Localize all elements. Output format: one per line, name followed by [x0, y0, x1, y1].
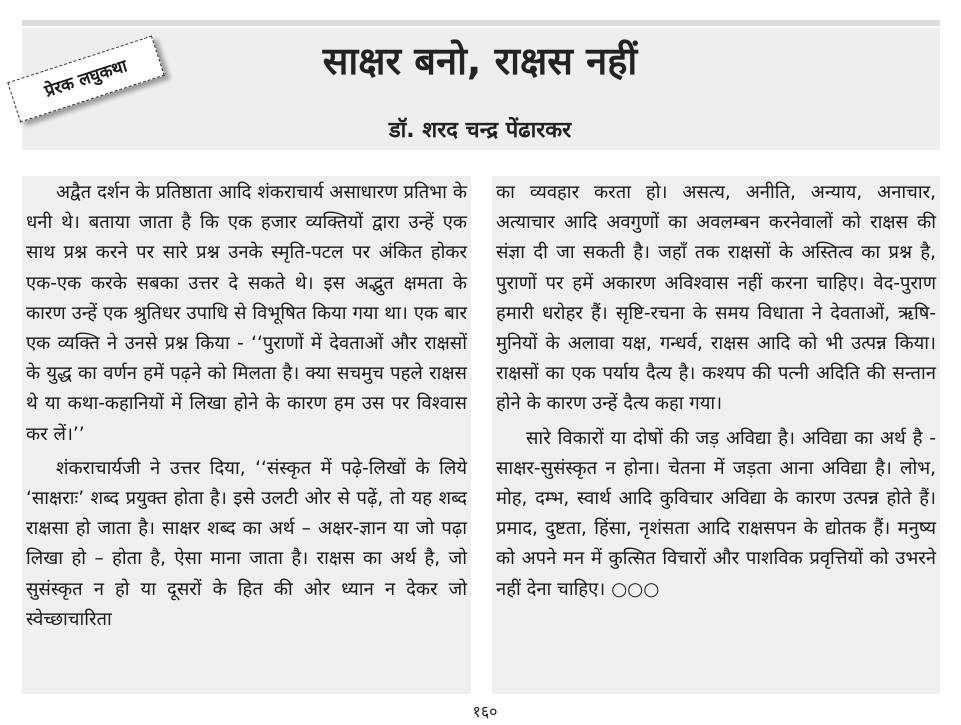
page-number: १६० — [472, 702, 498, 721]
paragraph: शंकराचार्यजी ने उत्तर दिया, ‘‘संस्कृत में पढ़े-लिखों के लिये ‘साक्षराः’ शब्द प्रयुक्त होता है। इसे उलटी ओर से पढ़ें, तो यह शब्द राक्षसा हो जाता है। साक्षर शब्द का अर्थ – अक्षर-ज्ञान या जो पढ़ा लिखा हो – होता है, ऐसा माना जाता है। राक्षस का अर्थ है, जो सुसंस्कृत न हो या दूसरों के हित की ओर ध्यान न देकर जो स्वेच्छाचारिता — [26, 457, 467, 630]
right-column — [492, 176, 940, 694]
left-column — [22, 176, 471, 694]
author-name: डॉ. शरद चन्द्र पेंढारकर — [388, 118, 572, 143]
article-title: साक्षर बनो, राक्षस नहीं — [322, 39, 638, 83]
paragraph: सारे विकारों या दोषों की जड़ अविद्या है। अविद्या का अर्थ है - साक्षर-सुसंस्कृत न होना। चेतना में जड़ता आना अविद्या है। लोभ, मोह, दम्भ, स्वार्थ आदि कुविचार अविद्या के कारण उत्पन्न होते हैं। प्रमाद, दुष्टता, हिंसा, नृशंसता आदि राक्षसपन के द्योतक हैं। मनुष्य को अपने मन में कुत्सित विचारों और पाशविक प्रवृत्तियों को उभरने नहीं देना चाहिए। ○○○ — [496, 427, 936, 600]
top-rule — [22, 20, 940, 26]
paragraph: अद्वैत दर्शन के प्रतिष्ठाता आदि शंकराचार्य असाधारण प्रतिभा के धनी थे। बताया जाता है कि एक हजार व्यक्तियों द्वारा उन्हें एक साथ प्रश्न करने पर सारे प्रश्न उनके स्मृति-पटल पर अंकित होकर एक-एक करके सबका उत्तर दे सकते थे। इस अद्भुत क्षमता के कारण उन्हें एक श्रुतिधर उपाधि से विभूषित किया गया था। एक बार एक व्यक्ति ने उनसे प्रश्न किया - ‘‘पुराणों में देवताओं और राक्षसों के युद्ध का वर्णन हमें पढ़ने को मिलता है। क्या सचमुच पहले राक्षस थे या कथा-कहानियों में लिखा होने के कारण हम उस पर विश्वास कर लें।’’ — [26, 182, 467, 445]
category-tag: प्रेरक लघुकथा — [7, 36, 165, 123]
paragraph: का व्यवहार करता हो। असत्य, अनीति, अन्याय, अनाचार, अत्याचार आदि अवगुणों का अवलम्बन करनेवालों को राक्षस की संज्ञा दी जा सकती है। जहाँ तक राक्षसों के अस्तित्व का प्रश्न है, पुराणों पर हमें अकारण अविश्वास नहीं करना चाहिए। वेद-पुराण हमारी धरोहर हैं। सृष्टि-रचना के समय विधाता ने देवताओं, ऋषि-मुनियों के अलावा यक्ष, गन्धर्व, राक्षस आदि को भी उत्पन्न किया। राक्षसों का एक पर्याय दैत्य है। कश्यप की पत्नी अदिति की सन्तान होने के कारण उन्हें दैत्य कहा गया। — [496, 182, 936, 415]
